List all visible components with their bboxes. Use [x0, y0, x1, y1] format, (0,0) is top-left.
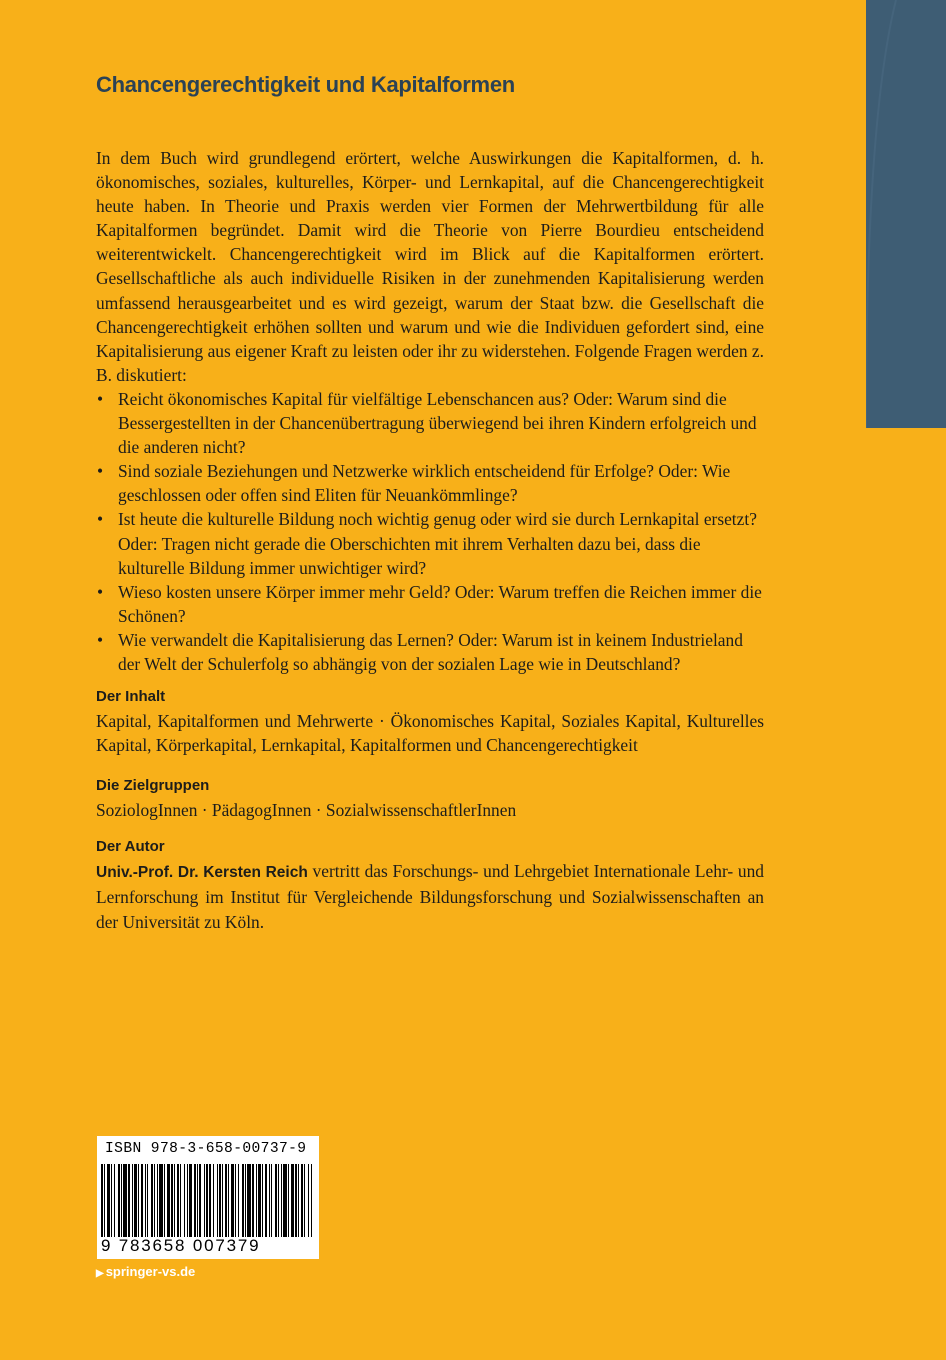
barcode-bar: [222, 1164, 223, 1240]
barcode-bar: [238, 1164, 239, 1240]
barcode-bar: [180, 1164, 181, 1240]
contents-text: Kapital, Kapitalformen und Mehrwerte · Ökonomisches Kapital, Soziales Kapital, Kulturelles Kapital, Körperkapital, Lernkapital, Kapitalformen und Chancengerechtigkeit: [96, 711, 764, 756]
target-groups-heading: Die Zielgruppen: [96, 777, 210, 795]
barcode-bar: [128, 1164, 130, 1240]
barcode-bar: [308, 1164, 309, 1240]
target-groups-text: SoziologInnen · PädagogInnen · SozialwissenschaftlerInnen: [96, 800, 517, 821]
barcode-bar: [213, 1164, 214, 1240]
barcode-bar: [107, 1164, 110, 1240]
question-text: Wie verwandelt die Kapitalisierung das Lernen? Oder: Warum ist in keinem Industrieland der Welt der Schulerfolg so abhängig von der sozialen Lage wie in Deutschland?: [118, 629, 743, 674]
question-text: Sind soziale Beziehungen und Netzwerke wirklich entscheidend für Erfolge? Oder: Wie geschlossen oder offen sind Eliten für Neuankömmlinge?: [118, 461, 731, 506]
barcode-bar: [209, 1164, 211, 1240]
barcode-bar: [295, 1164, 297, 1240]
barcode-bar: [258, 1164, 261, 1240]
barcode-bar: [167, 1164, 170, 1240]
barcode-bar: [231, 1164, 234, 1240]
bullet-icon: •: [97, 581, 104, 602]
barcode-digits: 9 783658 007379: [101, 1237, 315, 1255]
barcode-bar: [197, 1164, 198, 1240]
question-text: Reicht ökonomisches Kapital für vielfältige Lebenschancen aus? Oder: Warum sind die Bessergestellten in der Chancenübertragung überwiegend bei ihren Kindern erfolgreich und die anderen nicht?: [118, 388, 757, 458]
blurb-content: [96, 146, 764, 934]
barcode-bar: [118, 1164, 120, 1240]
barcode-bar: [154, 1164, 155, 1240]
bullet-icon: •: [97, 629, 104, 650]
question-text: Wieso kosten unsere Körper immer mehr Geld? Oder: Warum treffen die Reichen immer die Schönen?: [118, 581, 762, 626]
bullet-icon: •: [97, 461, 104, 482]
barcode-bar: [147, 1164, 148, 1240]
author-section: [96, 835, 764, 933]
barcode-bar: [228, 1164, 229, 1240]
barcode-bar: [301, 1164, 303, 1240]
arrow-right-icon: ▶: [96, 1268, 104, 1279]
target-groups-section: [96, 774, 764, 822]
list-item: [96, 628, 764, 676]
barcode-bar: [159, 1164, 163, 1240]
barcode-bar: [298, 1164, 299, 1240]
barcode-bar: [311, 1164, 312, 1240]
barcode-bar: [189, 1164, 192, 1240]
barcode-bar: [177, 1164, 179, 1240]
barcode-bar: [247, 1164, 251, 1240]
barcode-bar: [252, 1164, 254, 1240]
list-item: [96, 387, 764, 459]
list-item: [96, 459, 764, 507]
barcode-bar: [121, 1164, 122, 1240]
barcode-bar: [271, 1164, 272, 1240]
contents-section: [96, 685, 764, 757]
barcode-bar: [132, 1164, 133, 1240]
barcode-bar: [242, 1164, 244, 1240]
barcode-bar: [104, 1164, 105, 1240]
barcode-bar: [265, 1164, 267, 1240]
author-bio: [96, 859, 764, 933]
barcode-bar: [141, 1164, 143, 1240]
barcode-bar: [138, 1164, 139, 1240]
barcode-bar: [151, 1164, 153, 1240]
list-item: [96, 580, 764, 628]
barcode-bar: [262, 1164, 263, 1240]
barcode-bar: [225, 1164, 227, 1240]
barcode-bar: [164, 1164, 165, 1240]
barcode-bar: [281, 1164, 282, 1240]
barcode-bars-graphic: [97, 1164, 319, 1244]
barcode-bar: [199, 1164, 201, 1240]
barcode-bar: [111, 1164, 112, 1240]
contents-heading: Der Inhalt: [96, 688, 166, 706]
barcode-bar: [275, 1164, 277, 1240]
intro-paragraph: In dem Buch wird grundlegend erörtert, welche Auswirkungen die Kapitalformen, d. h. ökonomisches, soziales, kulturelles, Körper- und Lernkapital, auf die Chancengerechtigkeit heute haben. In Theorie und Praxis werden vier Formen der Mehrwertbildung für alle Kapitalformen begründet. Damit wird die Theorie von Pierre Bourdieu entscheidend weiterentwickelt. Chancengerechtigkeit wird im Blick auf die Kapitalformen erörtert. Gesellschaftliche als auch individuelle Risiken in der zunehmenden Kapitalisierung werden umfassend herausgearbeitet und es wird gezeigt, warum der Staat bzw. die Gesellschaft die Chancengerechtigkeit erhöhen sollten und warum und wie die Individuen gefordert sind, eine Kapitalisierung aus eigener Kraft zu leisten oder ihr zu widerstehen. Folgende Fragen werden z. B. diskutiert:: [96, 148, 764, 385]
isbn-label: ISBN 978-3-658-00737-9: [105, 1141, 307, 1157]
barcode-bar: [114, 1164, 115, 1240]
barcode-bar: [101, 1164, 103, 1240]
barcode-bar: [204, 1164, 205, 1240]
barcode-bar: [194, 1164, 196, 1240]
corner-arc-graphic: [866, 0, 946, 428]
author-heading: Der Autor: [96, 838, 165, 856]
barcode-bar: [174, 1164, 175, 1240]
book-title: Chancengerechtigkeit und Kapitalformen: [96, 72, 515, 97]
website-link[interactable]: [96, 1264, 195, 1279]
corner-decoration-panel: [866, 0, 946, 428]
bullet-icon: •: [97, 388, 104, 409]
barcode-bar: [217, 1164, 218, 1240]
barcode-bar: [134, 1164, 137, 1240]
author-bio-text: vertritt das Forschungs- und Lehrgebiet Internationale Lehr- und Lernforschung im Institut für Vergleichende Bildungsforschung und Sozialwissenschaften an der Universität zu Köln.: [96, 861, 764, 932]
barcode-bar: [278, 1164, 279, 1240]
barcode-bar: [171, 1164, 173, 1240]
barcode-bar: [184, 1164, 185, 1240]
author-name: Univ.-Prof. Dr. Kersten Reich: [96, 864, 308, 882]
question-text: Ist heute die kulturelle Bildung noch wichtig genug oder wird sie durch Lernkapital ersetzt? Oder: Tragen nicht gerade die Oberschichten mit ihrem Verhalten dazu bei, dass die kulturelle Bildung immer unwichtiger wird?: [118, 509, 757, 578]
barcode-bar: [206, 1164, 208, 1240]
barcode-bar: [283, 1164, 287, 1240]
website-text: springer-vs.de: [105, 1264, 196, 1279]
barcode-bar: [288, 1164, 289, 1240]
barcode-bar: [219, 1164, 221, 1240]
barcode-bar: [123, 1164, 127, 1240]
barcode-bar: [235, 1164, 236, 1240]
barcode-bar: [256, 1164, 257, 1240]
barcode-bar: [304, 1164, 305, 1240]
barcode-bar: [291, 1164, 294, 1240]
bullet-icon: •: [97, 509, 104, 530]
barcode-bar: [187, 1164, 188, 1240]
barcode-bar: [269, 1164, 270, 1240]
barcode-bar: [245, 1164, 246, 1240]
barcode-bar: [145, 1164, 146, 1240]
barcode-bar: [157, 1164, 158, 1240]
isbn-barcode: [97, 1136, 319, 1259]
list-item: [96, 507, 764, 579]
question-list: [96, 387, 764, 676]
